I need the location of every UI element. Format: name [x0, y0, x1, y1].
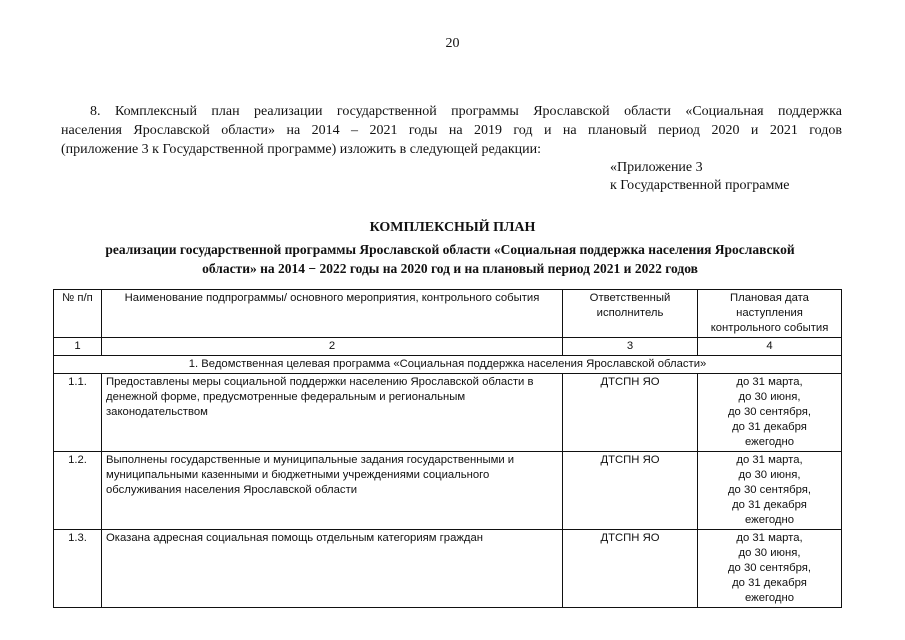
row-date-line: до 31 декабря: [732, 577, 807, 589]
row-date-line: до 30 сентября,: [727, 484, 812, 496]
row-name: Оказана адресная социальная помощь отдельным категориям граждан: [102, 530, 563, 608]
header-date: Плановая дата наступления контрольного события: [698, 290, 842, 338]
row-date-line: до 31 марта,: [736, 532, 803, 544]
row-dates: [698, 374, 842, 452]
paragraph-line: населения Ярославской области» на 2014 – 2021 годы на 2019 год и на плановый период 2020 и 2021 годов: [61, 123, 842, 138]
paragraph-line: 8. Комплексный план реализации государственной программы Ярославской области «Социальная поддержка: [90, 104, 842, 119]
row-executor: ДТСПН ЯО: [563, 374, 698, 452]
table-row: [54, 530, 842, 608]
appendix-note-line: к Государственной программе: [610, 178, 790, 193]
amendment-paragraph: [61, 102, 842, 159]
row-date-line: до 30 июня,: [738, 547, 801, 559]
row-date-line: ежегодно: [744, 592, 794, 604]
row-dates: [698, 530, 842, 608]
row-date-line: до 31 декабря: [732, 499, 807, 511]
row-number: 1.1.: [54, 374, 102, 452]
row-date-line: до 30 июня,: [738, 391, 801, 403]
row-date-line: до 30 сентября,: [727, 406, 812, 418]
document-title: КОМПЛЕКСНЫЙ ПЛАН: [369, 220, 536, 235]
row-name: Предоставлены меры социальной поддержки населению Ярославской области в денежной форме, предусмотренные федеральным и региональным законодательством: [102, 374, 563, 452]
appendix-note-line: «Приложение 3: [610, 160, 703, 175]
header-num: № п/п: [54, 290, 102, 338]
row-number: 1.2.: [54, 452, 102, 530]
header-executor: Ответственный исполнитель: [563, 290, 698, 338]
plan-table: [53, 289, 842, 608]
column-number: 2: [102, 338, 563, 356]
appendix-note: [610, 159, 789, 195]
column-number: 3: [563, 338, 698, 356]
paragraph-line: (приложение 3 к Государственной программе) изложить в следующей редакции:: [61, 142, 542, 157]
row-name: Выполнены государственные и муниципальные задания государственными и муниципальными казенными и бюджетными учреждениями социального обслуживания населения Ярославской области: [102, 452, 563, 530]
row-date-line: до 30 июня,: [738, 469, 801, 481]
row-date-line: до 31 марта,: [736, 376, 803, 388]
subtitle-line: реализации государственной программы Ярославской области «Социальная поддержка населения Ярославской: [105, 242, 795, 257]
row-date-line: до 31 декабря: [732, 421, 807, 433]
row-executor: ДТСПН ЯО: [563, 452, 698, 530]
table-header-row: [54, 290, 842, 338]
section-row: [54, 356, 842, 374]
row-date-line: ежегодно: [744, 436, 794, 448]
header-name: Наименование подпрограммы/ основного мероприятия, контрольного события: [102, 290, 563, 338]
table-row: [54, 374, 842, 452]
row-number: 1.3.: [54, 530, 102, 608]
section-title: 1. Ведомственная целевая программа «Социальная поддержка населения Ярославской области»: [54, 356, 842, 374]
row-date-line: до 30 сентября,: [727, 562, 812, 574]
row-date-line: ежегодно: [744, 514, 794, 526]
column-number: 4: [698, 338, 842, 356]
row-dates: [698, 452, 842, 530]
page-number: 20: [445, 36, 460, 51]
document-subtitle: [50, 240, 850, 278]
subtitle-line: области» на 2014 − 2022 годы на 2020 год и на плановый период 2021 и 2022 годов: [202, 261, 698, 276]
table-row: [54, 452, 842, 530]
row-executor: ДТСПН ЯО: [563, 530, 698, 608]
row-date-line: до 31 марта,: [736, 454, 803, 466]
column-number-row: [54, 338, 842, 356]
column-number: 1: [54, 338, 102, 356]
